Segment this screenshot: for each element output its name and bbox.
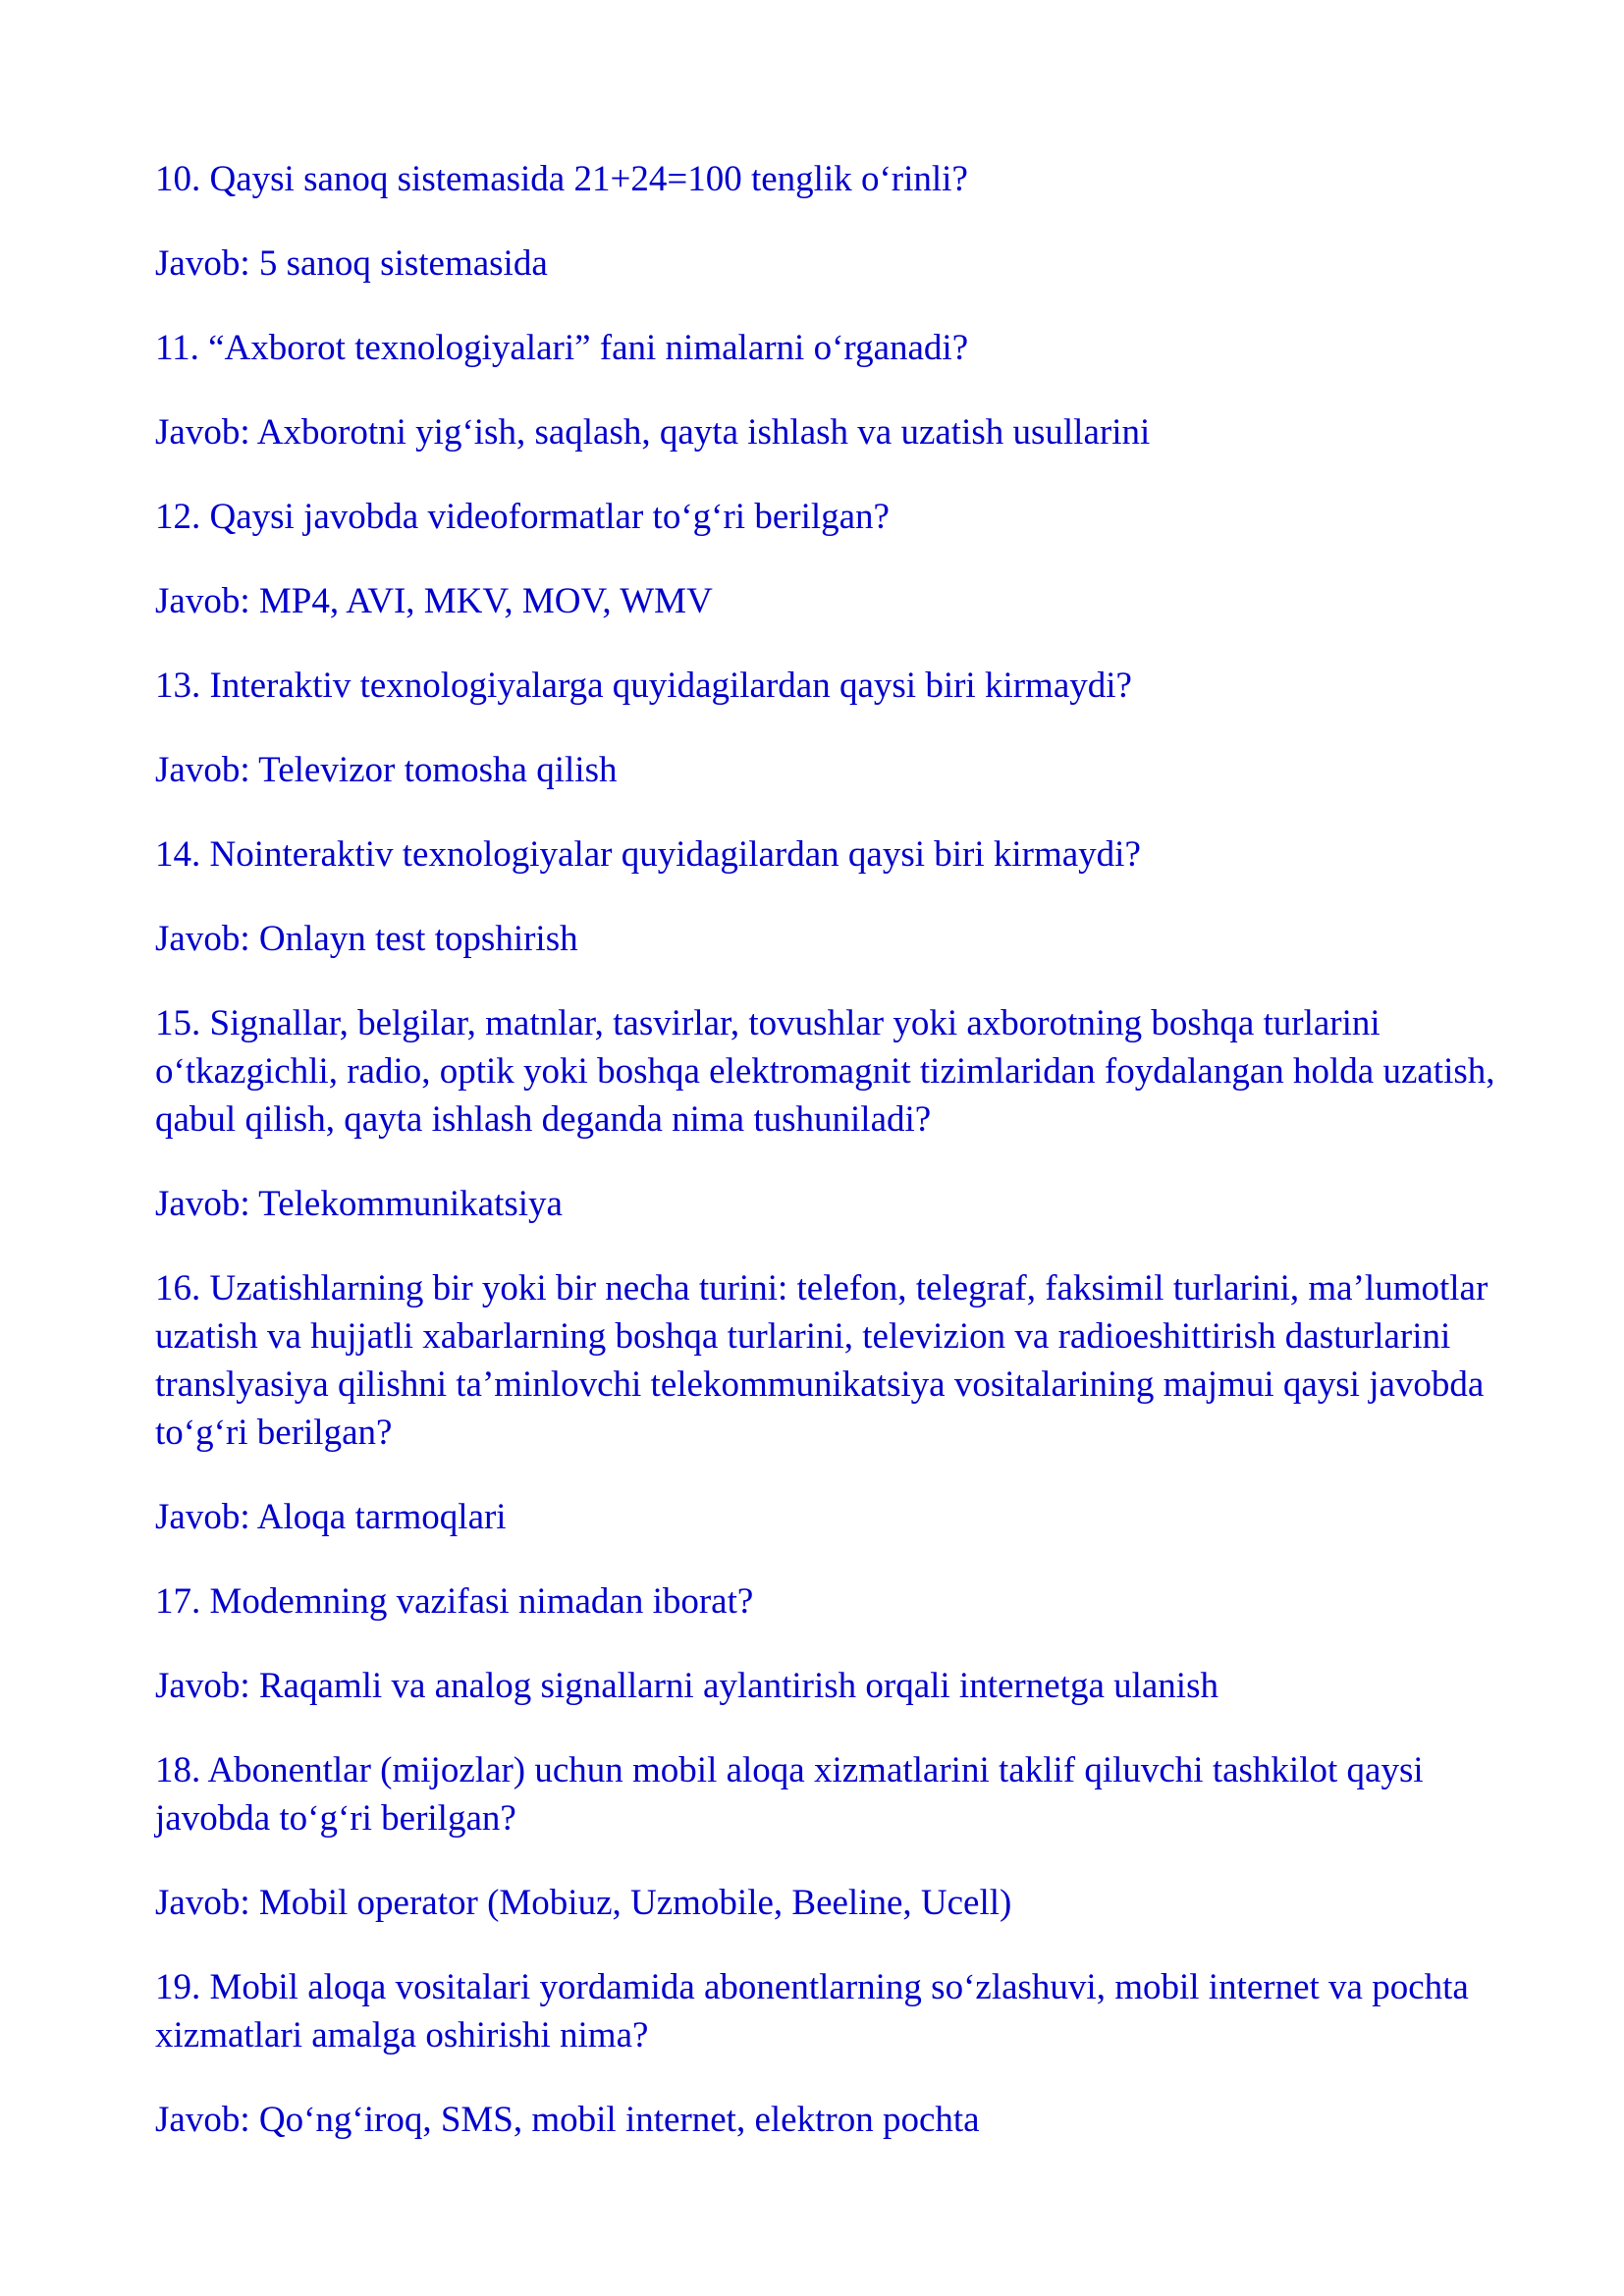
answer-12: Javob: MP4, AVI, MKV, MOV, WMV: [155, 581, 713, 621]
question-13: 13. Interaktiv texnologiyalarga quyidagilardan qaysi biri kirmaydi?: [155, 666, 1132, 706]
answer-10: Javob: 5 sanoq sistemasida: [155, 243, 548, 284]
answer-19: Javob: Qo‘ng‘iroq, SMS, mobil internet, elektron pochta: [155, 2100, 980, 2140]
document-body: [155, 155, 1510, 2180]
answer-16: Javob: Aloqa tarmoqlari: [155, 1497, 507, 1537]
answer-13: Javob: Televizor tomosha qilish: [155, 750, 618, 790]
question-18: 18. Abonentlar (mijozlar) uchun mobil aloqa xizmatlarini taklif qiluvchi tashkilot qaysi javobda to‘g‘ri berilgan?: [155, 1750, 1424, 1839]
answer-18: Javob: Mobil operator (Mobiuz, Uzmobile, Beeline, Ucell): [155, 1883, 1012, 1923]
answer-14: Javob: Onlayn test topshirish: [155, 919, 578, 959]
answer-11: Javob: Axborotni yig‘ish, saqlash, qayta ishlash va uzatish usullarini: [155, 412, 1151, 453]
question-15: 15. Signallar, belgilar, matnlar, tasvirlar, tovushlar yoki axborotning boshqa turlarini o‘tkazgichli, radio, optik yoki boshqa elektromagnit tizimlaridan foydalangan holda uzatish, qabul qilish, qayta ishlash deganda nima tushuniladi?: [155, 1003, 1495, 1140]
question-17: 17. Modemning vazifasi nimadan iborat?: [155, 1581, 754, 1622]
question-12: 12. Qaysi javobda videoformatlar to‘g‘ri berilgan?: [155, 497, 890, 537]
question-19: 19. Mobil aloqa vositalari yordamida abonentlarning so‘zlashuvi, mobil internet va pochta xizmatlari amalga oshirishi nima?: [155, 1967, 1469, 2056]
question-10: 10. Qaysi sanoq sistemasida 21+24=100 tenglik o‘rinli?: [155, 159, 968, 199]
answer-17: Javob: Raqamli va analog signallarni aylantirish orqali internetga ulanish: [155, 1666, 1218, 1706]
question-11: 11. “Axborot texnologiyalari” fani nimalarni o‘rganadi?: [155, 328, 969, 368]
question-16: 16. Uzatishlarning bir yoki bir necha turini: telefon, telegraf, faksimil turlarini, ma’lumotlar uzatish va hujjatli xabarlarning boshqa turlarini, televizion va radioeshittirish dasturlarini translyasiya qilishni ta’minlovchi telekommunikatsiya vositalarining majmui qaysi javobda to‘g‘ri berilgan?: [155, 1268, 1489, 1453]
answer-15: Javob: Telekommunikatsiya: [155, 1184, 563, 1224]
question-14: 14. Nointeraktiv texnologiyalar quyidagilardan qaysi biri kirmaydi?: [155, 834, 1141, 875]
